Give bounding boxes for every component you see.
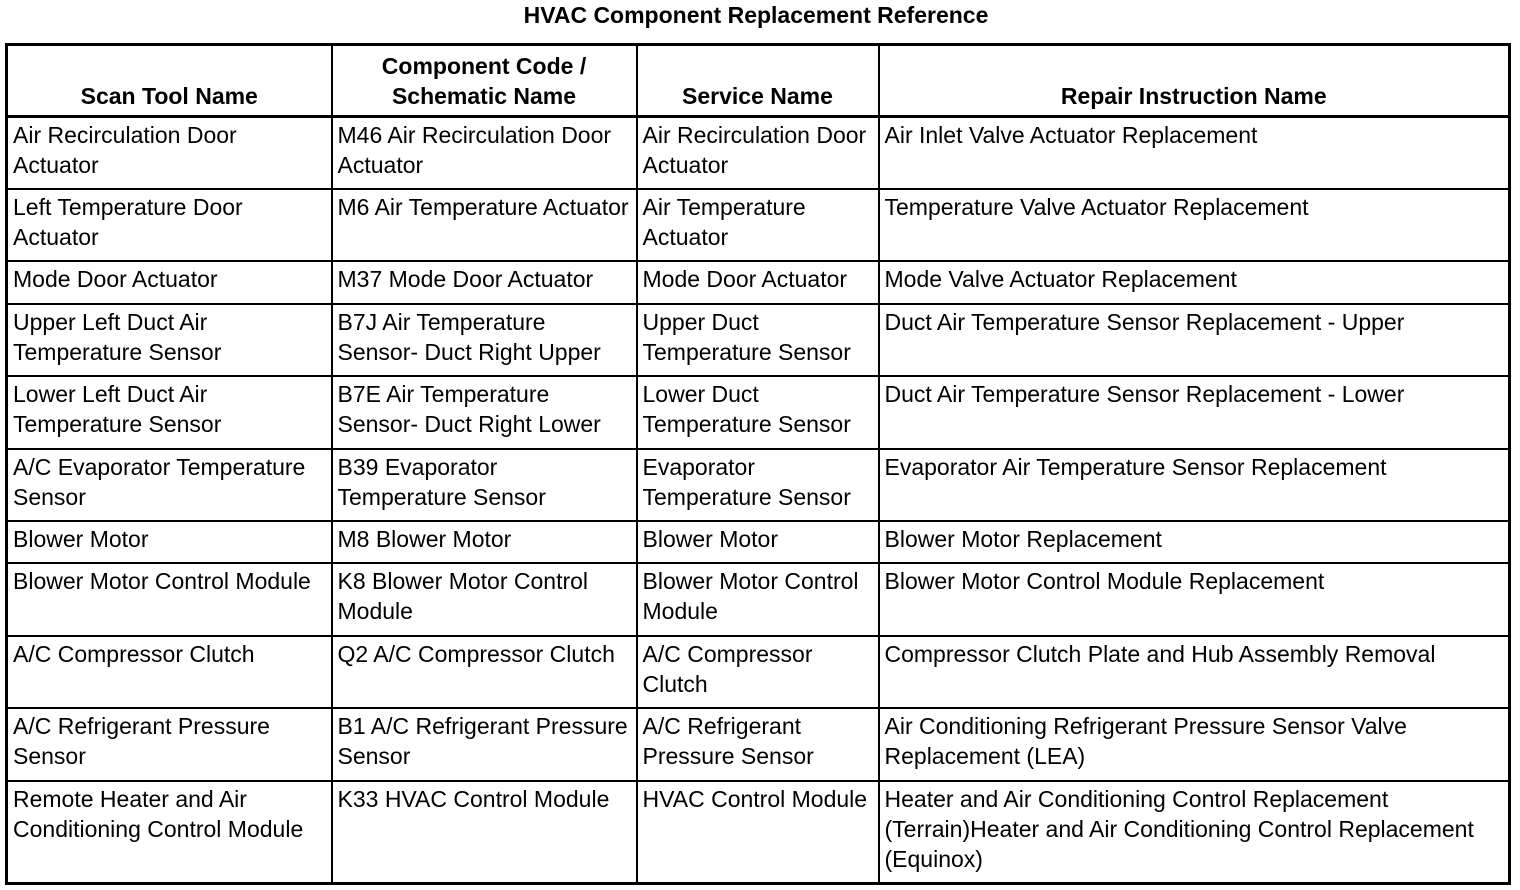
cell-component-code: Q2 A/C Compressor Clutch xyxy=(332,636,637,708)
cell-component-code: M37 Mode Door Actuator xyxy=(332,261,637,303)
cell-component-code: B7J Air Temperature Sensor- Duct Right Upper xyxy=(332,304,637,376)
cell-service-name: A/C Refrigerant Pressure Sensor xyxy=(637,708,879,780)
table-row xyxy=(7,708,1510,780)
table-row xyxy=(7,376,1510,448)
cell-repair-instruction: Air Conditioning Refrigerant Pressure Sensor Valve Replacement (LEA) xyxy=(879,708,1510,780)
cell-service-name: Air Recirculation Door Actuator xyxy=(637,117,879,189)
cell-scan-tool-name: Remote Heater and Air Conditioning Control Module xyxy=(7,781,332,884)
cell-service-name: HVAC Control Module xyxy=(637,781,879,884)
header-component-code: Component Code / Schematic Name xyxy=(332,45,637,117)
cell-scan-tool-name: Upper Left Duct Air Temperature Sensor xyxy=(7,304,332,376)
cell-service-name: Blower Motor Control Module xyxy=(637,563,879,635)
table-row xyxy=(7,521,1510,563)
cell-service-name: Mode Door Actuator xyxy=(637,261,879,303)
cell-repair-instruction: Mode Valve Actuator Replacement xyxy=(879,261,1510,303)
table-row xyxy=(7,189,1510,261)
cell-scan-tool-name: Mode Door Actuator xyxy=(7,261,332,303)
document-title: HVAC Component Replacement Reference xyxy=(523,2,989,28)
table-row xyxy=(7,261,1510,303)
cell-repair-instruction: Compressor Clutch Plate and Hub Assembly Removal xyxy=(879,636,1510,708)
table-row xyxy=(7,563,1510,635)
cell-scan-tool-name: Blower Motor Control Module xyxy=(7,563,332,635)
cell-repair-instruction: Air Inlet Valve Actuator Replacement xyxy=(879,117,1510,189)
cell-component-code: M46 Air Recirculation Door Actuator xyxy=(332,117,637,189)
cell-repair-instruction: Evaporator Air Temperature Sensor Replacement xyxy=(879,449,1510,521)
cell-component-code: B39 Evaporator Temperature Sensor xyxy=(332,449,637,521)
header-scan-tool-name: Scan Tool Name xyxy=(7,45,332,117)
cell-component-code: M6 Air Temperature Actuator xyxy=(332,189,637,261)
cell-repair-instruction: Heater and Air Conditioning Control Replacement (Terrain)Heater and Air Conditioning Control Replacement (Equinox) xyxy=(879,781,1510,884)
cell-scan-tool-name: A/C Compressor Clutch xyxy=(7,636,332,708)
cell-scan-tool-name: Left Temperature Door Actuator xyxy=(7,189,332,261)
table-row xyxy=(7,636,1510,708)
table-row xyxy=(7,304,1510,376)
header-repair-instruction-name: Repair Instruction Name xyxy=(879,45,1510,117)
cell-component-code: K8 Blower Motor Control Module xyxy=(332,563,637,635)
table-row xyxy=(7,781,1510,884)
cell-service-name: Lower Duct Temperature Sensor xyxy=(637,376,879,448)
cell-service-name: A/C Compressor Clutch xyxy=(637,636,879,708)
cell-service-name: Evaporator Temperature Sensor xyxy=(637,449,879,521)
cell-service-name: Upper Duct Temperature Sensor xyxy=(637,304,879,376)
table-row xyxy=(7,449,1510,521)
cell-scan-tool-name: A/C Evaporator Temperature Sensor xyxy=(7,449,332,521)
table-header-row xyxy=(7,45,1510,117)
cell-component-code: M8 Blower Motor xyxy=(332,521,637,563)
cell-scan-tool-name: Air Recirculation Door Actuator xyxy=(7,117,332,189)
table-row xyxy=(7,117,1510,189)
cell-repair-instruction: Temperature Valve Actuator Replacement xyxy=(879,189,1510,261)
cell-service-name: Air Temperature Actuator xyxy=(637,189,879,261)
cell-component-code: K33 HVAC Control Module xyxy=(332,781,637,884)
cell-repair-instruction: Duct Air Temperature Sensor Replacement - Upper xyxy=(879,304,1510,376)
cell-scan-tool-name: A/C Refrigerant Pressure Sensor xyxy=(7,708,332,780)
header-service-name: Service Name xyxy=(637,45,879,117)
cell-repair-instruction: Blower Motor Replacement xyxy=(879,521,1510,563)
cell-scan-tool-name: Lower Left Duct Air Temperature Sensor xyxy=(7,376,332,448)
cell-component-code: B1 A/C Refrigerant Pressure Sensor xyxy=(332,708,637,780)
cell-repair-instruction: Duct Air Temperature Sensor Replacement - Lower xyxy=(879,376,1510,448)
cell-scan-tool-name: Blower Motor xyxy=(7,521,332,563)
cell-component-code: B7E Air Temperature Sensor- Duct Right Lower xyxy=(332,376,637,448)
hvac-reference-table xyxy=(5,43,1511,885)
cell-service-name: Blower Motor xyxy=(637,521,879,563)
cell-repair-instruction: Blower Motor Control Module Replacement xyxy=(879,563,1510,635)
